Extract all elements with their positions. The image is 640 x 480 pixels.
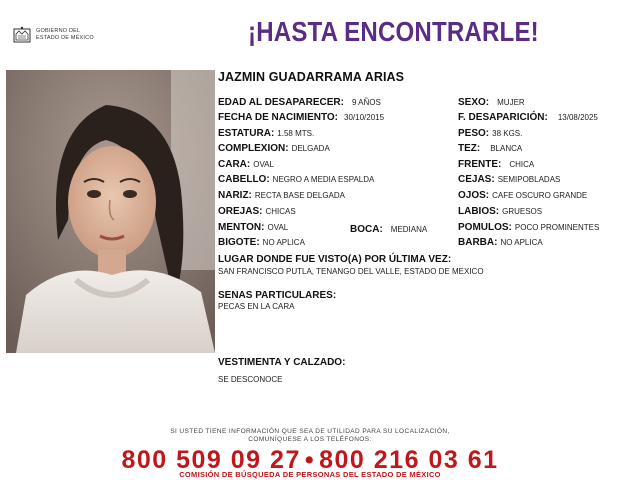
field-fecha-nacimiento-value: 30/10/2015 (344, 113, 385, 122)
field-fecha-nacimiento-label: FECHA DE NACIMIENTO: (218, 112, 338, 123)
field-frente-label: FRENTE: (458, 159, 502, 170)
field-cabello-label: CABELLO: (218, 174, 270, 185)
field-tez (458, 141, 522, 155)
field-sexo (458, 95, 525, 109)
government-name (36, 28, 94, 41)
field-peso-label: PESO: (458, 128, 490, 139)
person-name: JAZMIN GUADARRAMA ARIAS (218, 70, 405, 84)
field-menton (218, 220, 288, 234)
clothing-value: SE DESCONOCE (218, 375, 283, 384)
field-orejas-value: CHICAS (265, 207, 296, 216)
commission-name: COMISIÓN DE BÚSQUEDA DE PERSONAS DEL ESTADO DE MÉXICO (179, 470, 441, 479)
field-peso-value: 38 KGS. (492, 129, 523, 138)
field-peso (458, 126, 522, 140)
field-nariz (218, 188, 345, 202)
phone-number-2[interactable]: 800 216 03 61 (319, 446, 499, 474)
field-cabello (218, 172, 374, 186)
field-ojos (458, 188, 587, 202)
field-nariz-label: NARIZ: (218, 190, 252, 201)
field-frente (458, 157, 534, 171)
contact-note-line-1: SI USTED TIENE INFORMACIÓN QUE SEA DE UTILIDAD PARA SU LOCALIZACIÓN, (170, 428, 450, 435)
field-barba-label: BARBA: (458, 237, 498, 248)
field-edad (218, 95, 381, 109)
field-cara (218, 157, 274, 171)
field-complexion-label: COMPLEXION: (218, 143, 289, 154)
field-sexo-label: SEXO: (458, 97, 490, 108)
field-pomulos-label: POMULOS: (458, 222, 512, 233)
field-fecha-nacimiento (218, 110, 384, 124)
field-barba-value: NO APLICA (500, 238, 543, 247)
government-logo (12, 26, 122, 46)
distinguishing-marks-value: PECAS EN LA CARA (218, 302, 295, 311)
phone-separator: • (304, 446, 316, 474)
field-boca (350, 222, 427, 236)
distinguishing-marks-label: SENAS PARTICULARES: (218, 290, 337, 301)
field-estatura-label: ESTATURA: (218, 128, 275, 139)
field-complexion (218, 141, 330, 155)
field-orejas (218, 204, 296, 218)
state-seal-icon (12, 26, 32, 44)
logo-line-1: GOBIERNO DEL (36, 28, 81, 34)
field-bigote-value: NO APLICA (262, 238, 305, 247)
field-tez-value: BLANCA (490, 144, 523, 153)
field-orejas-label: OREJAS: (218, 206, 263, 217)
field-ojos-value: CAFE OSCURO GRANDE (492, 191, 588, 200)
field-cara-label: CARA: (218, 159, 251, 170)
field-menton-label: MENTON: (218, 222, 265, 233)
field-edad-label: EDAD AL DESAPARECER: (218, 97, 344, 108)
field-menton-value: OVAL (267, 223, 289, 232)
last-seen-value: SAN FRANCISCO PUTLA, TENANGO DEL VALLE, ESTADO DE MEXICO (218, 267, 484, 276)
field-labios (458, 204, 542, 218)
field-edad-value: 9 AÑOS (351, 98, 381, 107)
field-complexion-value: DELGADA (291, 144, 330, 153)
field-pomulos (458, 220, 599, 234)
field-labios-value: GRUESOS (502, 207, 543, 216)
field-labios-label: LABIOS: (458, 206, 500, 217)
field-cejas-label: CEJAS: (458, 174, 495, 185)
field-cara-value: OVAL (253, 160, 274, 169)
field-frente-value: CHICA (509, 160, 535, 169)
contact-note-line-2: COMUNÍQUESE A LOS TELÉFONOS: (248, 436, 372, 443)
field-nariz-value: RECTA BASE DELGADA (254, 191, 345, 200)
field-fecha-desaparicion-label: F. DESAPARICIÓN: (458, 112, 548, 123)
field-cejas (458, 172, 560, 186)
field-estatura-value: 1.58 MTS. (277, 129, 315, 138)
field-barba (458, 235, 543, 249)
field-cejas-value: SEMIPOBLADAS (497, 175, 561, 184)
field-fecha-desaparicion (458, 110, 598, 124)
field-bigote-label: BIGOTE: (218, 237, 260, 248)
field-estatura (218, 126, 314, 140)
field-sexo-value: MUJER (497, 98, 525, 107)
clothing-label: VESTIMENTA Y CALZADO: (218, 357, 346, 368)
field-boca-label: BOCA: (350, 224, 383, 235)
field-fecha-desaparicion-value: 13/08/2025 (557, 113, 598, 122)
field-bigote (218, 235, 305, 249)
last-seen-label: LUGAR DONDE FUE VISTO(A) POR ÚLTIMA VEZ: (218, 254, 452, 265)
logo-line-2: ESTADO DE MÉXICO (36, 34, 94, 41)
field-boca-value: MEDIANA (390, 225, 428, 234)
phone-number-1[interactable]: 800 509 09 27 (121, 446, 301, 474)
headline: ¡HASTA ENCONTRARLE! (248, 16, 539, 47)
field-tez-label: TEZ: (458, 143, 481, 154)
missing-person-photo (6, 70, 215, 353)
field-ojos-label: OJOS: (458, 190, 490, 201)
field-cabello-value: NEGRO A MEDIA ESPALDA (272, 175, 375, 184)
field-pomulos-value: POCO PROMINENTES (514, 223, 600, 232)
